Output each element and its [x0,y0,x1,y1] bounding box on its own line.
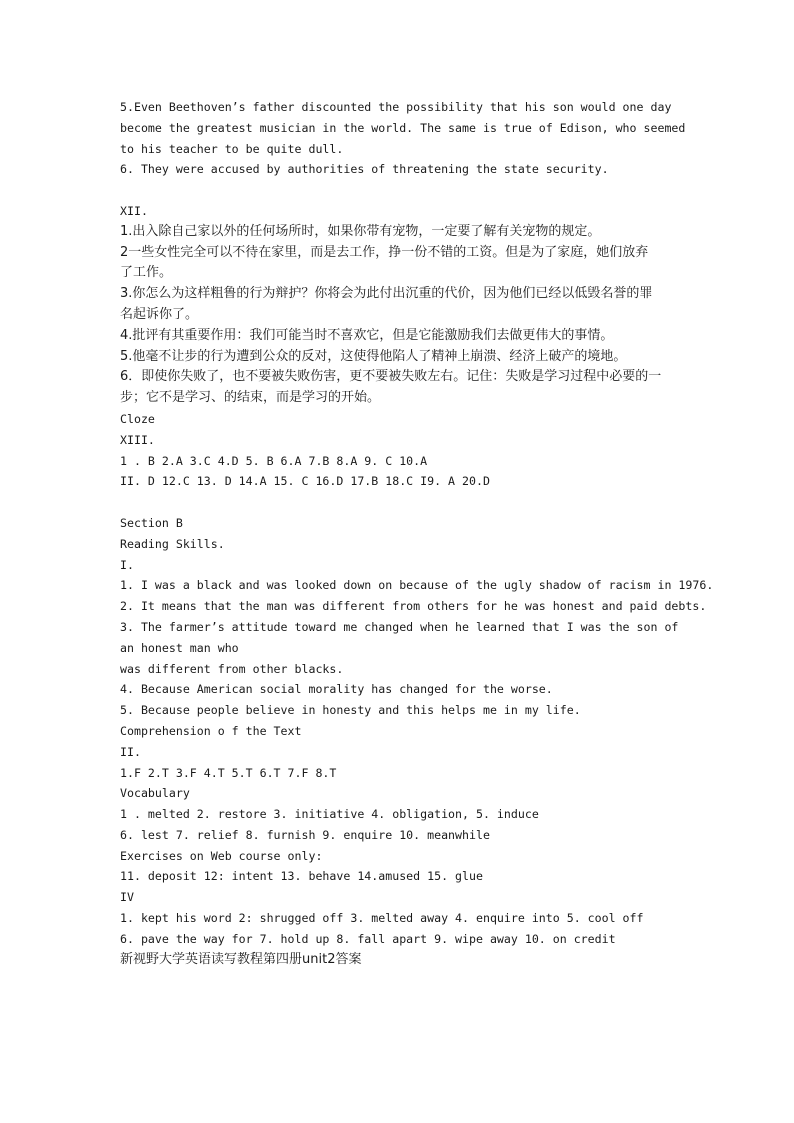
section-heading-b: Section B [120,515,183,530]
text-line-cn: 1.出入除自己家以外的任何场所时，如果你带有宠物，一定要了解有关宠物的规定。 [120,223,601,239]
text-line-en: 5.Even Beethoven’s father discounted the possibility that his son would one day [120,100,672,114]
text-line-en: 4. Because American social morality has changed for the worse. [120,682,553,697]
answer-line: 1. kept his word 2: shrugged off 3. melted away 4. enquire into 5. cool off [120,911,644,926]
answer-line: 6. pave the way for 7. hold up 8. fall apart 9. wipe away 10. on credit [120,931,616,946]
text-line-cn: 名起诉你了。 [120,306,199,322]
text-line-en: an honest man who [120,640,239,655]
section-heading-vocabulary: Vocabulary [120,786,190,801]
section-heading-i: I. [120,557,134,572]
section-heading-ii: II. [120,744,141,759]
text-line-en: 3. The farmer’s attitude toward me changed when he learned that I was the son of [120,619,679,634]
document-body [120,97,714,970]
answer-line: 1 . B 2.A 3.C 4.D 5. B 6.A 7.B 8.A 9. C 10.A [120,453,428,468]
text-line-cn: 步；它不是学习、的结束，而是学习的开始。 [120,390,381,406]
section-heading-web: Exercises on Web course only: [120,848,323,863]
text-line-en: 5. Because people believe in honesty and this helps me in my life. [120,703,581,718]
text-line-en: 1. I was a black and was looked down on because of the ugly shadow of racism in 1976. [120,578,714,593]
section-heading-cloze: Cloze [120,411,155,426]
text-line-cn: 3.你怎么为这样粗鲁的行为辩护？你将会为此付出沉重的代价，因为他们已经以低毁名誉的罪 [120,286,653,302]
section-heading-reading: Reading Skills. [120,536,225,551]
answer-line: 1 . melted 2. restore 3. initiative 4. obligation, 5. induce [120,807,539,822]
text-line-cn: 2一些女性完全可以不待在家里，而是去工作，挣一份不错的工资。但是为了家庭，她们放弃 [120,244,649,260]
answer-line: 6. lest 7. relief 8. furnish 9. enquire 10. meanwhile [120,827,490,842]
answer-line: 1.F 2.T 3.F 4.T 5.T 6.T 7.F 8.T [120,765,337,780]
text-line-en: 6. They were accused by authorities of threatening the state security. [120,162,609,177]
text-line-en: 2. It means that the man was different from others for he was honest and paid debts. [120,599,707,614]
section-heading-iv: IV [120,890,134,905]
text-line-en: become the greatest musician in the world. The same is true of Edison, who seemed [120,120,686,135]
section-heading-xii: XII. [120,203,148,218]
answer-line: II. D 12.C 13. D 14.A 15. C 16.D 17.B 18.C I9. A 20.D [120,474,490,489]
text-line-en: to his teacher to be quite dull. [120,141,344,156]
text-line-cn: 4.批评有其重要作用：我们可能当时不喜欢它，但是它能激励我们去做更伟大的事情。 [120,327,614,343]
answer-line: 11. deposit 12: intent 13. behave 14.amused 15. glue [120,869,483,884]
text-line-cn: 了工作。 [120,265,173,281]
blank-line [120,180,680,201]
text-line-cn: 6．即使你失败了，也不要被失败伤害，更不要被失败左右。记住：失败是学习过程中必要的一 [120,369,662,385]
section-heading-comprehension: Comprehension o f the Text [120,723,302,738]
text-line-en: was different from other blacks. [120,661,344,676]
section-heading-xiii: XIII. [120,432,155,447]
text-line-cn: 5.他毫不让步的行为遭到公众的反对，这使得他陷人了精神上崩溃、经济上破产的境地。 [120,348,627,364]
document-footer-title: 新视野大学英语读写教程第四册unit2答案 [120,951,362,967]
blank-line [120,492,680,513]
